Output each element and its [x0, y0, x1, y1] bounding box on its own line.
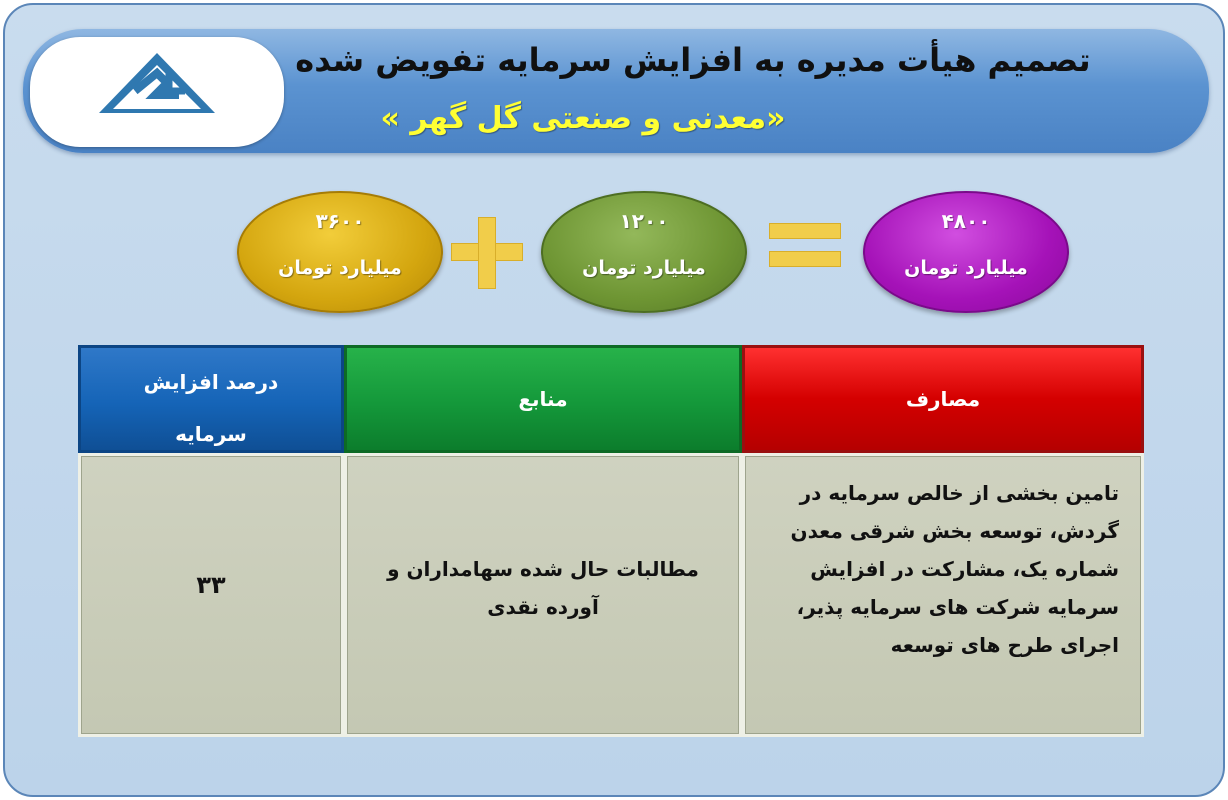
header-sources: [344, 345, 742, 453]
cell-percent-value: ۳۳: [196, 571, 226, 599]
header-percent-line2: سرمایه: [175, 422, 247, 446]
result-ellipse-purple: [863, 191, 1069, 313]
header-percent-line1: درصد افزایش: [143, 370, 279, 394]
header-expenses-label: مصارف: [905, 387, 981, 411]
cell-percent: [78, 453, 344, 737]
header-expenses: [742, 345, 1144, 453]
term-2-unit: میلیارد تومان: [582, 257, 706, 279]
cell-sources-text: مطالبات حال شده سهامداران و آورده نقدی: [387, 557, 699, 619]
term-1-unit: میلیارد تومان: [278, 257, 402, 279]
term-1-value: ۳۶۰۰: [315, 209, 365, 233]
logo-mark-icon: [97, 51, 217, 115]
cell-sources: [344, 453, 742, 737]
page-title: تصمیم هیأت مدیره به افزایش سرمایه تفویض شده: [295, 41, 1091, 79]
company-name: «معدنی و صنعتی گل گهر »: [380, 101, 786, 136]
header-sources-label: منابع: [518, 387, 568, 411]
term-2-value: ۱۲۰۰: [619, 209, 669, 233]
header-percent: [78, 345, 344, 453]
allocation-table: [78, 345, 1144, 737]
logo: [30, 37, 284, 147]
cell-expenses-text: تامین بخشی از خالص سرمایه در گردش، توسعه بخش شرقی معدن شماره یک، مشارکت در افزایش سرمایه شرکت های سرمایه پذیر، اجرای طرح های توسعه: [790, 481, 1119, 657]
result-value: ۴۸۰۰: [941, 209, 991, 233]
cell-expenses: [742, 453, 1144, 737]
term-ellipse-gold: [237, 191, 443, 313]
term-ellipse-green: [541, 191, 747, 313]
infographic-frame: [3, 3, 1225, 797]
result-unit: میلیارد تومان: [904, 257, 1028, 279]
plus-icon: [451, 217, 523, 289]
equals-icon: [769, 221, 841, 273]
